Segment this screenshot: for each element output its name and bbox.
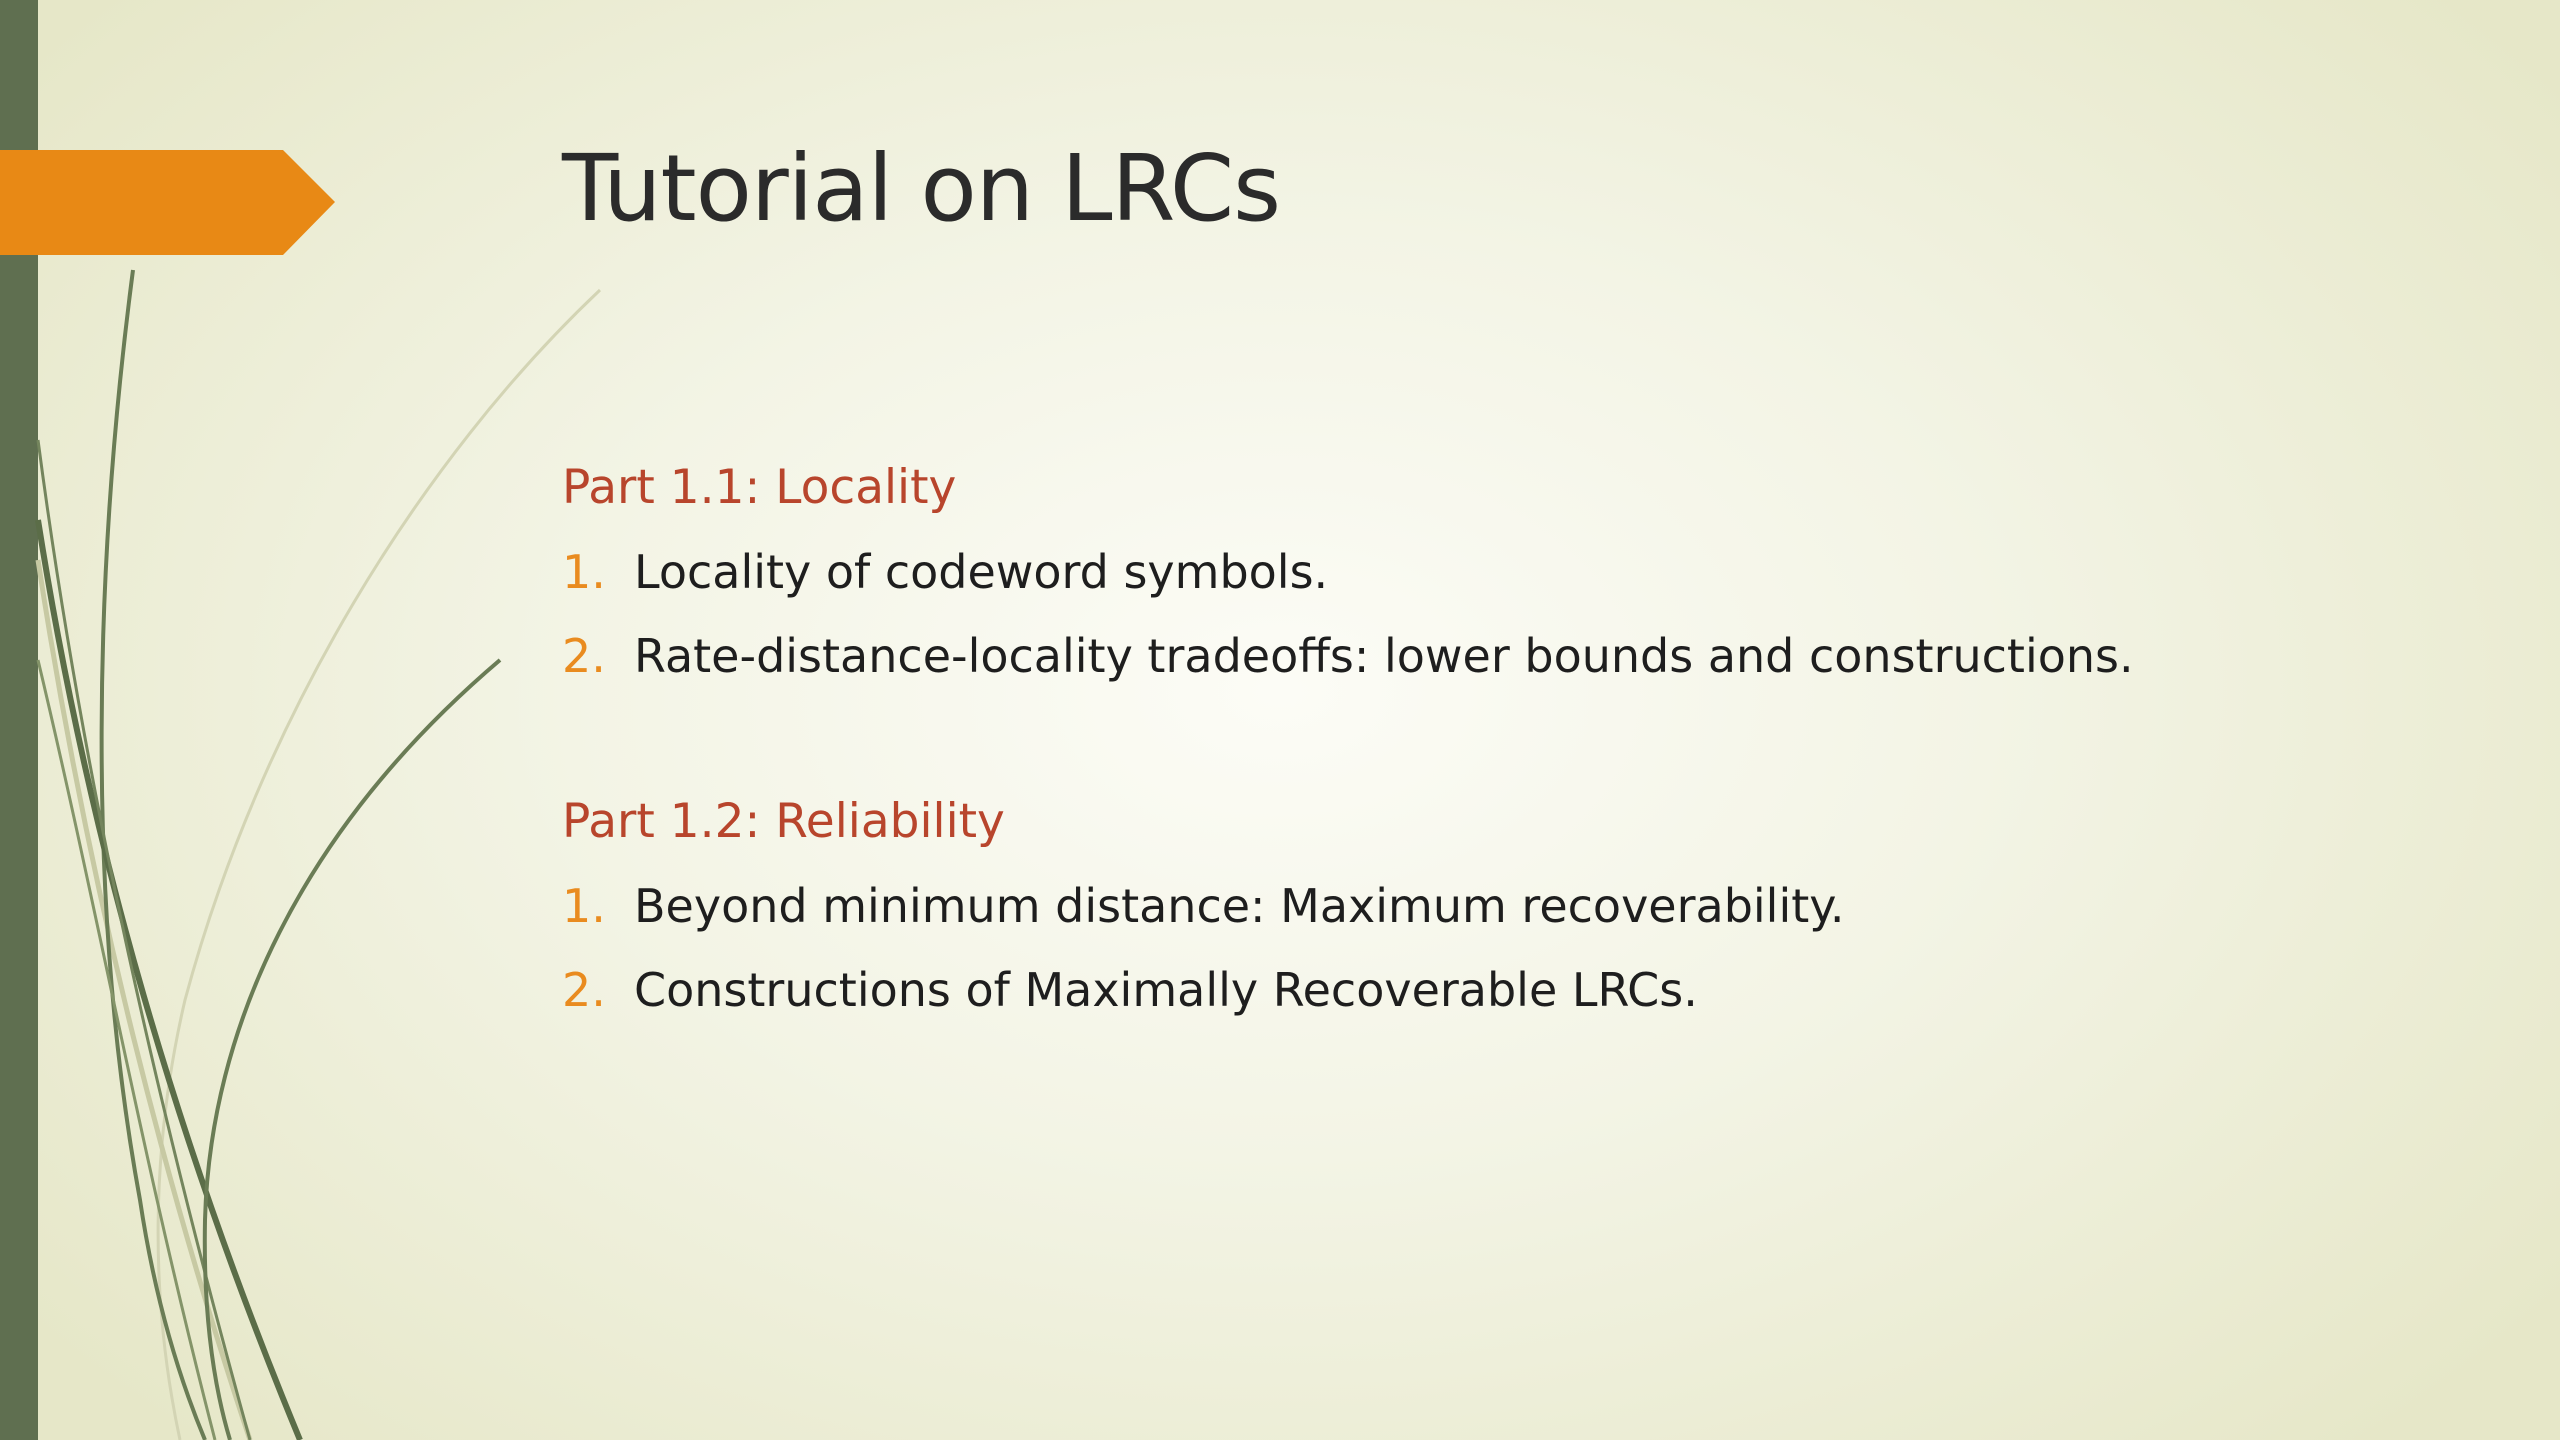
grass-curve [205,660,500,1440]
grass-curve [38,520,300,1440]
slide-content [562,452,2462,1038]
pale-curve [158,290,600,1440]
grass-curve [38,660,215,1440]
numbered-list [562,536,2462,704]
list-number: 2. [562,629,606,683]
part-heading: Part 1.2: Reliability [562,794,1005,849]
list-item [562,620,2462,704]
list-number: 2. [562,963,606,1017]
list-item [562,954,2462,1038]
list-text: Locality of codeword symbols. [634,545,1329,599]
section-reliability [562,786,2462,1038]
list-text: Beyond minimum distance: Maximum recoverability. [634,879,1845,933]
list-item [562,536,2462,620]
list-text: Rate-distance-locality tradeoffs: lower bounds and constructions. [634,629,2134,683]
title-arrow-tab [0,150,335,255]
list-text: Constructions of Maximally Recoverable LRCs. [634,963,1698,1017]
slide-title: Tutorial on LRCs [562,135,1281,242]
list-item [562,870,2462,954]
list-number: 1. [562,545,606,599]
grass-curve [102,270,205,1440]
section-locality [562,452,2462,704]
list-number: 1. [562,879,606,933]
part-heading: Part 1.1: Locality [562,460,957,515]
numbered-list [562,870,2462,1038]
grass-curve [38,440,250,1440]
